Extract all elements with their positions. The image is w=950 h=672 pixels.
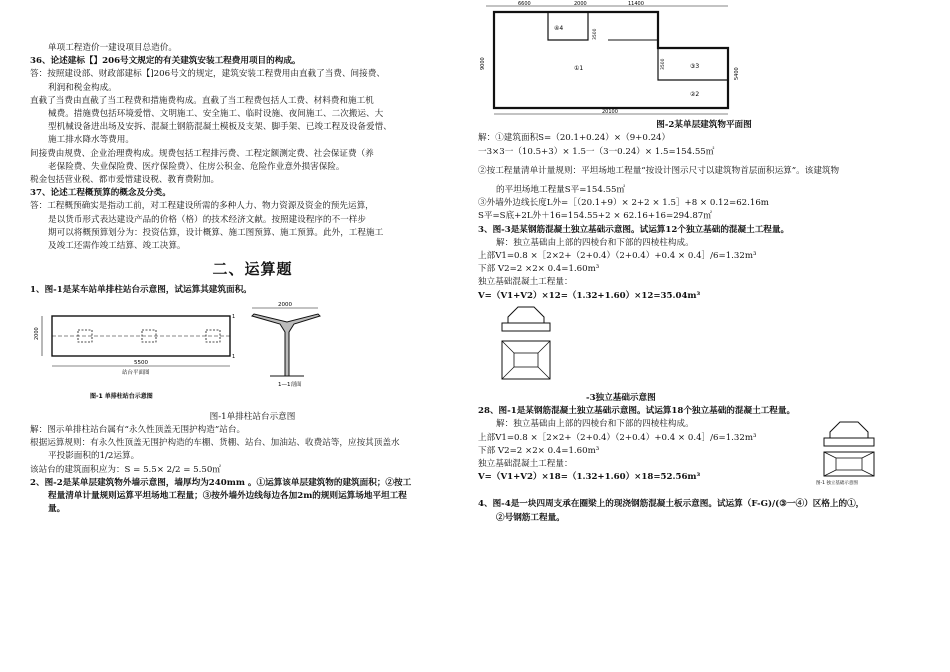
dim-left: 9000 xyxy=(480,57,486,70)
text-line: 单项工程造价一建设项目总造价。 xyxy=(48,43,177,53)
q28-block xyxy=(478,418,930,487)
dim-mid: 3500 xyxy=(593,28,598,40)
question-37: 37、论述工程概预算的概念及分类。 xyxy=(30,188,171,199)
dim-width: 5500 xyxy=(134,359,148,366)
text-line: 程量清单计量规则运算平坦场地工程量；③按外墙外边线每边各加2m的规则运算场地平坦工程 xyxy=(48,491,407,502)
text-line: 期可以将概预算划分为：投资估算，设计概算、施工图预算、施工预算。此外，工程施工 xyxy=(48,227,384,238)
text-line: 解：独立基础由上部的四棱台和下部的四棱柱构成。 xyxy=(496,419,694,430)
question-28: 28、图-1是某钢筋混凝土独立基础示意图。试运算18个独立基础的混凝土工程量。 xyxy=(478,406,796,417)
text-line: 下部 V2=2 ×2× 0.4=1.60m³ xyxy=(478,264,600,275)
section-label: 1—1剖面 xyxy=(278,381,302,388)
text-line: 该站台的建筑面积应为：S = 5.5× 2/2 = 5.50㎡ xyxy=(30,464,221,475)
text-line: 械费。措施费包括环境爱惜、文明施工、安全施工、临时设施、夜间施工、二次搬运、大 xyxy=(48,109,384,120)
figure-2-caption: 图-2某单层建筑物平面图 xyxy=(656,120,752,131)
text-line: 型机械设备进出场及安拆、混凝土钢筋混凝土模板及支架、脚手架、已竣工程及设备爱惜、 xyxy=(48,122,392,133)
text-line: 是以货币形式表达建设产品的价格（格）的技术经济文献。按照建设程序的不一样步 xyxy=(48,214,366,225)
text-line: V=（V1+V2）×18=（1.32+1.60）×18=52.56m³ xyxy=(478,472,701,483)
text-line: 老保险费、失业保险费、医疗保险费）、住房公积金、危险作业意外损害保险。 xyxy=(48,161,345,172)
text-line: 一3×3一（10.5+3）× 1.5一（3一0.24）× 1.5=154.55㎡ xyxy=(478,146,715,157)
dim-bottom: 20100 xyxy=(602,109,618,115)
text-line: 解：图示单排柱站台属有“永久性顶盖无围护构造”站台。 xyxy=(30,425,246,436)
dim-c: 11400 xyxy=(628,1,644,7)
text-line: 利润和税金构成。 xyxy=(48,82,117,93)
text-line: 独立基础混凝土工程量： xyxy=(478,277,573,288)
room-4: ④4 xyxy=(554,25,564,32)
plan-label: 站台平面图 xyxy=(122,369,150,376)
dim-mid2: 3500 xyxy=(661,58,666,70)
text-line: ③外墙外边线长度L外=［（20.1+9）× 2+2 × 1.5］+8 × 0.12=62.16m xyxy=(478,198,769,209)
text-line: 平投影面积的1/2运算。 xyxy=(48,451,140,462)
text-line: 根据运算规则：有永久性顶盖无围护构造的车棚、货棚、站台、加油站、收费站等，应按其顶盖水 xyxy=(30,438,400,449)
text-line: 独立基础混凝土工程量： xyxy=(478,459,573,470)
question-36: 36、论述建标【】206号文规定的有关建筑安装工程费用项目的构成。 xyxy=(30,56,301,67)
question-1: 1、图-1是某车站单排柱站台示意图，试运算其建筑面积。 xyxy=(30,285,252,296)
figure-title: 图-1 单排柱站台示意图 xyxy=(90,392,153,400)
text-line: 直截了当费由直截了当工程费和措施费构成。直截了当工程费包括人工费、材料费和施工机 xyxy=(30,95,374,106)
text-line: 的平坦场地工程量S平=154.55㎡ xyxy=(496,185,626,196)
figure-2-floor-plan xyxy=(478,0,930,118)
text-line: 及竣工还需作竣工结算、竣工决算。 xyxy=(48,241,186,252)
left-column xyxy=(30,0,475,516)
text-line: ②按工程量清单计量规则：平坦场地工程量“按设计图示尺寸以建筑物首层面积运算”。该建筑物 xyxy=(478,165,840,176)
text-line: 量。 xyxy=(48,504,66,515)
right-column xyxy=(478,0,930,525)
text-line: V=（V1+V2）×12=（1.32+1.60）×12=35.04m³ xyxy=(478,290,701,301)
figure-28-caption: 图-1 独立基础示意图 xyxy=(816,481,858,487)
text-line: 解：独立基础由上部的四棱台和下部的四棱柱构成。 xyxy=(496,237,694,248)
text-line: ②号钢筋工程量。 xyxy=(496,512,565,523)
figure-28-foundation xyxy=(806,420,896,486)
text-line: 上部V1=0.8 ×［2×2+（2+0.4）（2+0.4）+0.4 × 0.4］/6=1.32m³ xyxy=(478,432,757,443)
text-line: 答：按照建设部、财政部建标【]206号文的规定，建筑安装工程费用由直截了当费、间接费、 xyxy=(30,69,385,80)
section-marker: 1 xyxy=(232,353,236,360)
text-line: 答：工程概预确实是指动工前，对工程建设所需的多种人力、物力资源及资金的预先运算， xyxy=(30,201,374,212)
dim-height: 2000 xyxy=(34,326,40,340)
dim-right: 5400 xyxy=(734,67,740,80)
section-heading: 二、运算题 xyxy=(212,260,293,279)
question-2: 2、图-2是某单层建筑物外墙示意图，墙厚均为240mm 。①运算该单层建筑物的建筑面积；②按工 xyxy=(30,477,412,488)
question-4: 4、图-4是一块四周支承在圈梁上的现浇钢筋混凝土板示意图。试运算（F-G)/(③一④）区格上的①， xyxy=(478,499,865,510)
text-line: 税金包括营业税、都市爱惜建设税、教育费附加。 xyxy=(30,175,220,186)
text-line: 下部 V2=2 ×2× 0.4=1.60m³ xyxy=(478,445,600,456)
room-3: ③3 xyxy=(690,63,700,70)
text-line: 解：①建筑面积S=（20.1+0.24）×（9+0.24） xyxy=(478,133,671,144)
text-line: S平=S底+2L外＋16=154.55+2 × 62.16+16=294.87㎡ xyxy=(478,211,712,222)
figure-1-platform xyxy=(30,298,475,406)
figure-3-foundation xyxy=(478,303,930,387)
room-2: ②2 xyxy=(690,91,700,98)
figure-1-caption: 图-1单排柱站台示意图 xyxy=(209,411,296,422)
figure-3-caption: -3独立基础示意图 xyxy=(586,393,656,404)
text-line: 间接费由规费、企业治理费构成。规费包括工程排污费、工程定额测定费、社会保证费（养 xyxy=(30,148,374,159)
room-1: ①1 xyxy=(574,65,584,72)
section-marker: 1 xyxy=(232,313,236,320)
dim-b: 2000 xyxy=(574,1,587,7)
text-line: 上部V1=0.8 ×［2×2+（2+0.4）（2+0.4）+0.4 × 0.4］/6=1.32m³ xyxy=(478,251,757,262)
dim-a: 6600 xyxy=(518,1,531,7)
question-3: 3、图-3是某钢筋混凝土独立基础示意图。试运算12个独立基础的混凝土工程量。 xyxy=(478,224,790,235)
dim-top: 2000 xyxy=(278,301,292,308)
text-line: 施工排水降水等费用。 xyxy=(48,135,134,146)
